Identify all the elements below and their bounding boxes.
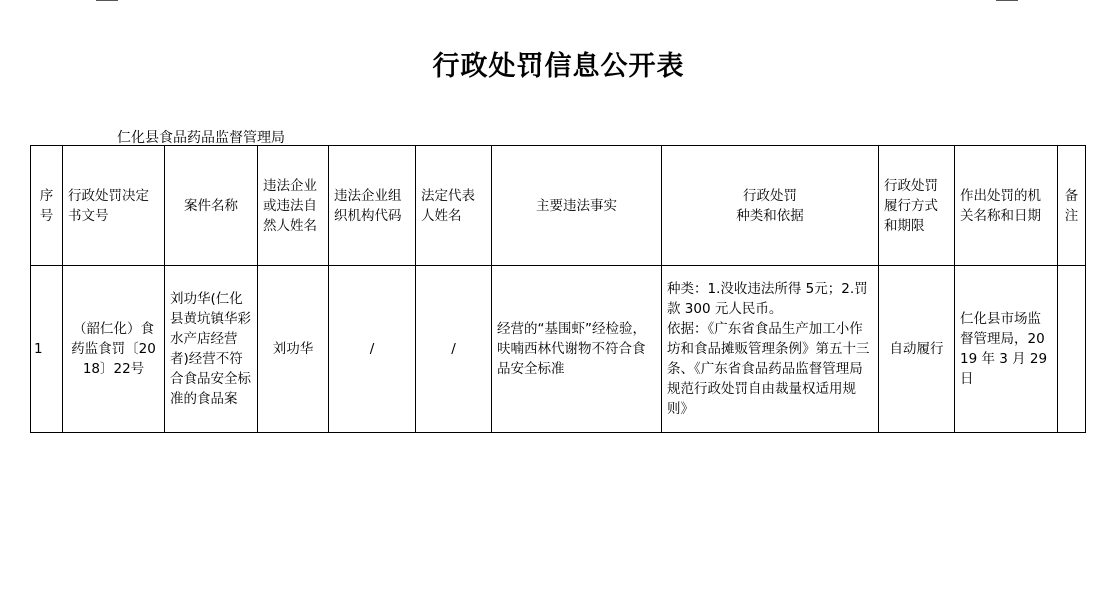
document-title: 行政处罚信息公开表 bbox=[432, 51, 685, 82]
table-row bbox=[31, 266, 1086, 433]
top-edge-mark-right bbox=[996, 0, 1018, 1]
cell-remarks bbox=[1058, 266, 1086, 433]
cell-legal-rep: / bbox=[416, 266, 492, 433]
header-facts: 主要违法事实 bbox=[492, 146, 662, 266]
table-header-row bbox=[31, 146, 1086, 266]
header-penalty-line2: 种类和依据 bbox=[736, 207, 804, 224]
header-authority-date: 作出处罚的机关名称和日期 bbox=[955, 146, 1058, 266]
header-violator: 违法企业或违法自然人姓名 bbox=[258, 146, 329, 266]
header-case-name: 案件名称 bbox=[165, 146, 258, 266]
top-edge-mark-left bbox=[96, 0, 118, 1]
header-execution: 行政处罚履行方式和期限 bbox=[879, 146, 955, 266]
cell-org-code: / bbox=[329, 266, 416, 433]
cell-authority-date: 仁化县市场监督管理局，2019 年 3 月 29 日 bbox=[955, 266, 1058, 433]
penalty-info-table bbox=[30, 145, 1086, 433]
header-penalty-line1: 行政处罚 bbox=[743, 187, 797, 204]
issuing-agency: 仁化县食品药品监督管理局 bbox=[117, 130, 285, 146]
cell-penalty bbox=[662, 266, 879, 433]
cell-execution: 自动履行 bbox=[879, 266, 955, 433]
cell-violator: 刘功华 bbox=[258, 266, 329, 433]
header-org-code: 违法企业组织机构代码 bbox=[329, 146, 416, 266]
cell-doc-no: （韶仁化）食药监食罚〔2018〕22号 bbox=[63, 266, 165, 433]
header-penalty bbox=[662, 146, 879, 266]
header-seq: 序号 bbox=[31, 146, 63, 266]
header-legal-rep: 法定代表人姓名 bbox=[416, 146, 492, 266]
header-remarks: 备注 bbox=[1058, 146, 1086, 266]
cell-seq: 1 bbox=[31, 266, 63, 433]
cell-case-name: 刘功华(仁化县黄坑镇华彩水产店经营者)经营不符合食品安全标准的食品案 bbox=[165, 266, 258, 433]
cell-penalty-type: 种类：1.没收违法所得 5元；2.罚款 300 元人民币。 bbox=[667, 281, 868, 317]
cell-facts: 经营的“基围虾”经检验，呋喃西林代谢物不符合食品安全标准 bbox=[492, 266, 662, 433]
cell-penalty-basis: 依据：《广东省食品生产加工小作坊和食品摊贩管理条例》第五十三条、《广东省食品药品监督管理局规范行政处罚自由裁量权适用规则》 bbox=[667, 321, 870, 417]
header-doc-no: 行政处罚决定书文号 bbox=[63, 146, 165, 266]
